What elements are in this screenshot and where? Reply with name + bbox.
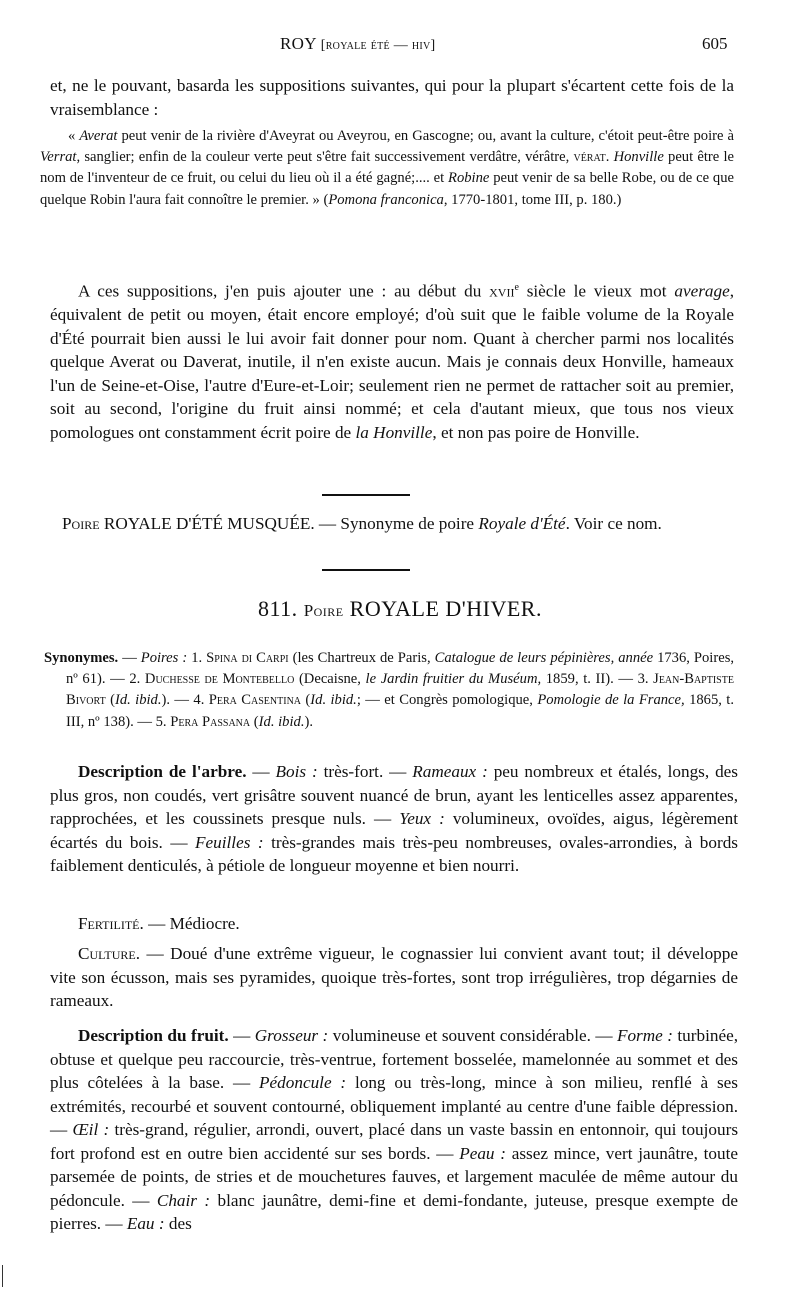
text-run: . — [605, 149, 614, 166]
tree-description-text — [50, 760, 738, 878]
text-run: long ou très-long, mince à son milieu, renflé à ses extrémités, recourbé et souvent contourné, obliquement implanté au centre d'une faible dépression. — — [50, 1073, 738, 1139]
quotation-text — [40, 126, 734, 211]
text-run: 1859, t. II). — 3. — [541, 671, 654, 688]
text-run: . Voir ce nom. — [565, 514, 662, 533]
running-head-main: ROY — [280, 34, 317, 53]
italic-term: Œil : — [72, 1120, 110, 1139]
italic-term: Forme : — [616, 1026, 673, 1045]
italic-term: Eau : — [126, 1214, 165, 1233]
text-run: , sanglier; enfin de la couleur verte peut s'être fait successivement verdâtre, vérâtre, — [76, 149, 574, 166]
italic-word: Poires : — [140, 650, 188, 666]
culture-label: Culture. — [78, 944, 140, 963]
text-run: des — [164, 1214, 192, 1233]
citation-title: Pomona franconica — [328, 191, 444, 208]
italic-word: average — [674, 281, 730, 301]
citation-title: Catalogue de leurs pépinières, année — [434, 650, 654, 666]
fertility-line — [50, 912, 738, 936]
citation-title: le Jardin fruitier du Muséum, — [365, 671, 542, 688]
text-run: 1736, Poires, nº 61). — 2. — [66, 650, 735, 688]
entry-name: ROYALE D'ÉTÉ MUSQUÉE. — [99, 514, 315, 533]
paragraph-suppositions — [50, 276, 734, 444]
italic-term: Chair : — [156, 1190, 211, 1210]
text-run: ( — [105, 692, 115, 709]
text-run: , 1770-1801, tome III, p. 180.) — [443, 191, 622, 208]
text-run: ( — [250, 713, 259, 730]
separator-rule — [322, 569, 410, 571]
text-run: très-grand, régulier, arrondi, ouvert, placé dans un vaste bassin en entonnoir, qui toujours fort profond est en outre bien accidenté sur ses bords. — — [50, 1120, 739, 1163]
section-prefix: Poire — [303, 601, 344, 620]
text-run: — Médiocre. — [143, 914, 240, 933]
synonym-name: Spina di Carpi — [206, 650, 289, 666]
italic-term: Peau : — [459, 1143, 506, 1163]
quote-open: « — [68, 128, 80, 144]
fertility-label: Fertilité. — [78, 914, 144, 933]
italic-term: Rameaux : — [412, 762, 488, 781]
italic-term: Feuilles : — [195, 832, 264, 852]
text-run: volumineuse et souvent considérable. — — [328, 1026, 617, 1045]
paragraph-intro-text: et, ne le pouvant, basarda les suppositions suivantes, qui pour la plupart s'écartent cette fois de la vraisemblance : — [50, 76, 734, 119]
entry-text — [62, 512, 734, 536]
text-run: siècle le vieux mot — [518, 281, 675, 301]
text-run: peu nombreux et étalés, longs, des plus gros, non coudés, vert grisâtre souvent nuancé de brun, ayant les lenticelles assez apparentes, rapprochées, et les coussinets presque nuls. — — [50, 762, 738, 828]
italic-word: Robine — [448, 170, 490, 187]
fertility-text — [50, 912, 738, 936]
italic-word: la Honville — [355, 422, 433, 442]
italic-word: Honville — [613, 149, 664, 166]
text-run: 1. — [187, 650, 207, 666]
citation-ref: Id. ibid. — [114, 692, 162, 709]
culture-paragraph — [50, 942, 738, 1013]
citation-ref: Id. ibid. — [258, 713, 305, 730]
section-heading — [0, 596, 800, 622]
text-run: blanc jaunâtre, demi-fine et demi-fondante, juteuse, presque exempte de pierres. — — [50, 1190, 738, 1233]
section-number: 811. — [258, 596, 298, 621]
text-run: assez mince, vert jaunâtre, toute parsemée de points, de stries et de mouchetures fauves, et largement maculée de même autour du pédoncule. — — [50, 1143, 738, 1210]
page-number: 605 — [702, 34, 728, 53]
scan-margin-mark — [2, 1265, 3, 1287]
synonym-name: Jean-Baptiste Bivort — [66, 671, 734, 709]
italic-term: Bois : — [275, 762, 318, 781]
text-run: turbinée, obtuse et quelque peu raccourcie, très-ventrue, fortement bosselée, mamelonnée au sommet et des plus côtelées à la base. — — [50, 1026, 739, 1092]
running-head-bracket: [royale été — hiv] — [320, 38, 436, 53]
fruit-description-text — [50, 1024, 738, 1236]
synonyms-block — [44, 648, 734, 733]
text-run: 1865, t. III, nº 138). — 5. — [66, 692, 735, 730]
tree-description-label: Description de l'arbre. — [78, 762, 247, 781]
text-run: très-grandes mais très-peu nombreuses, ovales-arrondies, à bords faiblement denticulés, à pétiole de longueur moyenne et bien nourri. — [50, 832, 738, 875]
text-run: ). — [304, 713, 313, 730]
italic-word: Averat — [79, 128, 118, 144]
italic-term: Pédoncule : — [259, 1073, 347, 1092]
text-run: — Doué d'une extrême vigueur, le cognassier lui convient avant tout; il développe vite son écusson, mais ses pyramides, quoique très-fortes, sont trop irrégulières, trop dégarnies de rameaux. — [50, 944, 738, 1010]
synonym-name: Pera Passana — [170, 713, 251, 730]
text-run: ; — et Congrès pomologique, — [356, 692, 538, 709]
text-run: ). — 4. — [161, 692, 209, 709]
text-run: — Synonyme de poire — [314, 514, 479, 533]
text-run: A ces suppositions, j'en puis ajouter une : au début du — [78, 281, 490, 301]
citation-title: Pomologie de la France, — [537, 692, 685, 709]
synonym-name: Pera Casentina — [208, 692, 302, 709]
culture-text — [50, 942, 738, 1013]
italic-term: Grosseur : — [254, 1026, 329, 1045]
text-run: , équivalent de petit ou moyen, était encore employé; d'où suit que le faible volume de la Royale d'Été pourrait bien aussi le lui avoir fait donner pour nom. Quant à chercher parmi nos localités quelque Averat ou Daverat, inutile, il n'en existe aucun. Mais je connais deux Honville, hameaux l'un de Seine-et-Oise, l'autre d'Eure-et-Loir; seulement rien ne permet de rattacher soit au premier, soit au second, l'origine du fruit ainsi nommé; et cela d'autant mieux, que tous nos vieux pomologues ont constamment écrit poire de — [50, 281, 734, 442]
text-run: — — [118, 650, 141, 666]
smallcaps-word: vérat — [573, 149, 606, 166]
text-run: peut venir de sa belle Robe, ou de ce que quelque Robin l'aura fait connoître le premier. » ( — [40, 170, 734, 208]
text-run: peut venir de la rivière d'Aveyrat ou Aveyrou, en Gascogne; ou, avant la culture, c'étoit peut-être poire à — [117, 128, 734, 144]
text-run: (les Chartreux de Paris, — [288, 650, 435, 666]
century-numeral: xvii — [489, 281, 515, 301]
running-head-title — [280, 34, 436, 54]
separator-rule — [322, 494, 410, 496]
italic-word: Verrat — [40, 149, 77, 166]
text-run: — — [228, 1026, 255, 1045]
text-run: très-fort. — — [317, 762, 413, 781]
running-head — [0, 34, 800, 58]
fruit-description-label: Description du fruit. — [78, 1026, 229, 1045]
tree-description — [50, 760, 738, 878]
entry-prefix: Poire — [62, 514, 100, 533]
text-run: ( — [301, 692, 311, 709]
italic-term: Yeux : — [399, 809, 445, 828]
paragraph-suppositions-text — [50, 276, 734, 444]
italic-word: Royale d'Été — [478, 514, 566, 533]
synonym-name: Duchesse de Montebello — [144, 671, 295, 688]
text-run: (Decaisne, — [294, 671, 366, 688]
superscript: e — [514, 282, 519, 293]
text-run: — — [246, 762, 276, 781]
citation-ref: Id. ibid. — [310, 692, 357, 709]
section-name: ROYALE D'HIVER. — [349, 596, 542, 621]
text-run: , et non pas poire de Honville. — [432, 422, 640, 442]
entry-royale-ete-musquee — [62, 512, 734, 536]
synonyms-label: Synonymes. — [44, 650, 119, 666]
paragraph-intro — [50, 74, 734, 121]
synonyms-text — [44, 648, 734, 733]
text-run: peut être le nom de l'inventeur de ce fruit, ou celui du lieu où il a été gagné;.... et — [40, 149, 734, 187]
fruit-description — [50, 1024, 738, 1236]
quotation-block — [40, 126, 734, 211]
text-run: volumineux, ovoïdes, aigus, légèrement écartés du bois. — — [50, 809, 738, 852]
